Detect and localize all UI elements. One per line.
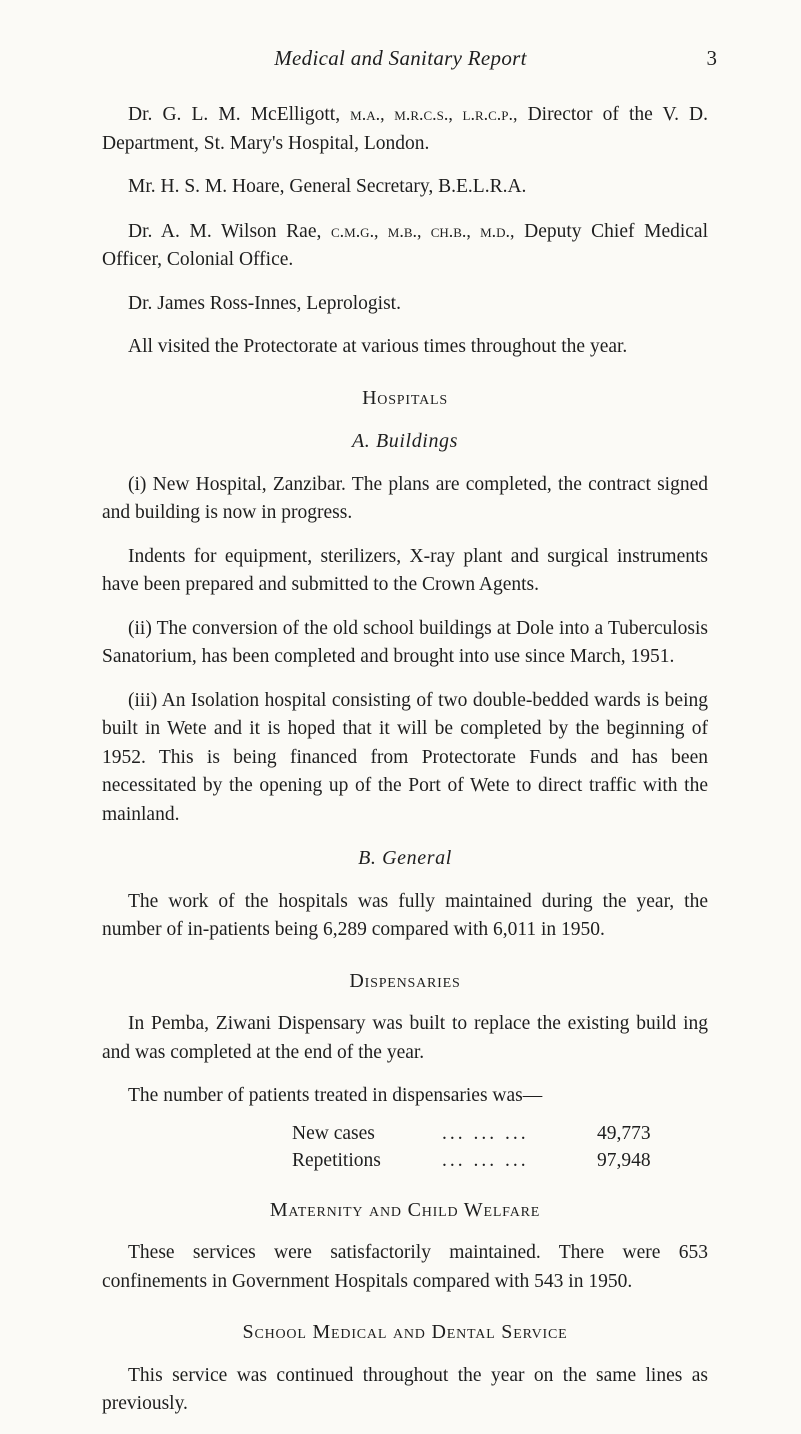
visitor-paragraph bbox=[102, 217, 708, 275]
visitors-note: All visited the Protectorate at various times throughout the year. bbox=[128, 336, 628, 357]
leader-dots: ... ... ... bbox=[442, 1122, 529, 1144]
dispensaries-paragraph: In Pemba, Ziwani Dispensary was built to replace the existing build ing and was completed at the end of the year. bbox=[102, 1013, 708, 1063]
buildings-item: (ii) The conversion of the old school buildings at Dole into a Tuberculosis Sanatorium, has been completed and brought into use since March, 1951. bbox=[102, 617, 708, 667]
buildings-item: (i) New Hospital, Zanzibar. The plans are completed, the contract signed and building is now in progress. bbox=[102, 473, 708, 523]
buildings-item: Indents for equipment, sterilizers, X-ray plant and surgical instruments have been prepared and submitted to the Crown Agents. bbox=[102, 545, 708, 595]
buildings-item: (iii) An Isolation hospital consisting of two double-bedded wards is being built in Wete and it is hoped that it will be completed by the beginning of 1952. This is being financed from Protectorate Funds and has been necessitated by the opening up of the Port of Wete to direct traffic with the mainland. bbox=[102, 689, 708, 825]
subheading-buildings: A. Buildings bbox=[351, 430, 459, 452]
visitor-role: General Secretary, B.E.L.R.A. bbox=[289, 176, 527, 197]
stat-label: Repetitions bbox=[292, 1149, 381, 1171]
table-row bbox=[292, 1147, 651, 1174]
visitor-role: Deputy Chief Medical Officer, Colonial Office. bbox=[102, 220, 709, 270]
general-paragraph: The work of the hospitals was fully maintained during the year, the number of in-patients being 6,289 compared with 6,011 in 1950. bbox=[102, 890, 708, 940]
visitor-qualifications: m.a., m.r.c.s., l.r.c.p., bbox=[350, 104, 518, 124]
maternity-paragraph: These services were satisfactorily maintained. There were 653 confinements in Government Hospitals compared with 543 in 1950. bbox=[102, 1242, 708, 1292]
running-header: Medical and Sanitary Report bbox=[274, 46, 527, 70]
dispensary-stats-table bbox=[292, 1120, 651, 1174]
table-row bbox=[292, 1120, 651, 1147]
stat-label: New cases bbox=[292, 1122, 375, 1144]
visitor-qualifications: c.m.g., m.b., ch.b., m.d., bbox=[330, 220, 515, 241]
section-heading-school-medical: School Medical and Dental Service bbox=[242, 1321, 568, 1343]
stat-value: 97,948 bbox=[597, 1149, 651, 1171]
stat-value: 49,773 bbox=[597, 1122, 651, 1144]
visitor-role: Director of the V. D. Department, St. Mary's Hospital, London. bbox=[102, 104, 709, 154]
body-text bbox=[102, 100, 708, 1434]
page-number: 3 bbox=[706, 46, 717, 70]
section-heading-dispensaries: Dispensaries bbox=[349, 969, 461, 992]
section-heading-maternity: Maternity and Child Welfare bbox=[269, 1198, 541, 1221]
dispensaries-intro: The number of patients treated in dispensaries was— bbox=[128, 1085, 543, 1106]
visitor-paragraph bbox=[102, 290, 708, 319]
visitor-name: Mr. H. S. M. Hoare, bbox=[128, 176, 285, 197]
leader-dots: ... ... ... bbox=[442, 1149, 529, 1171]
visitor-name: Dr. A. M. Wilson Rae, bbox=[128, 220, 322, 242]
section-heading-hospitals: Hospitals bbox=[362, 386, 448, 409]
visitor-paragraph bbox=[102, 173, 708, 202]
visitor-role: Leprologist. bbox=[306, 292, 401, 314]
school-medical-paragraph: This service was continued throughout the year on the same lines as previously. bbox=[102, 1364, 708, 1414]
visitor-name: Dr. G. L. M. McElligott, bbox=[128, 104, 341, 125]
visitor-name: Dr. James Ross-Innes, bbox=[128, 292, 302, 314]
visitor-paragraph bbox=[102, 100, 708, 158]
subheading-general: B. General bbox=[358, 847, 452, 869]
